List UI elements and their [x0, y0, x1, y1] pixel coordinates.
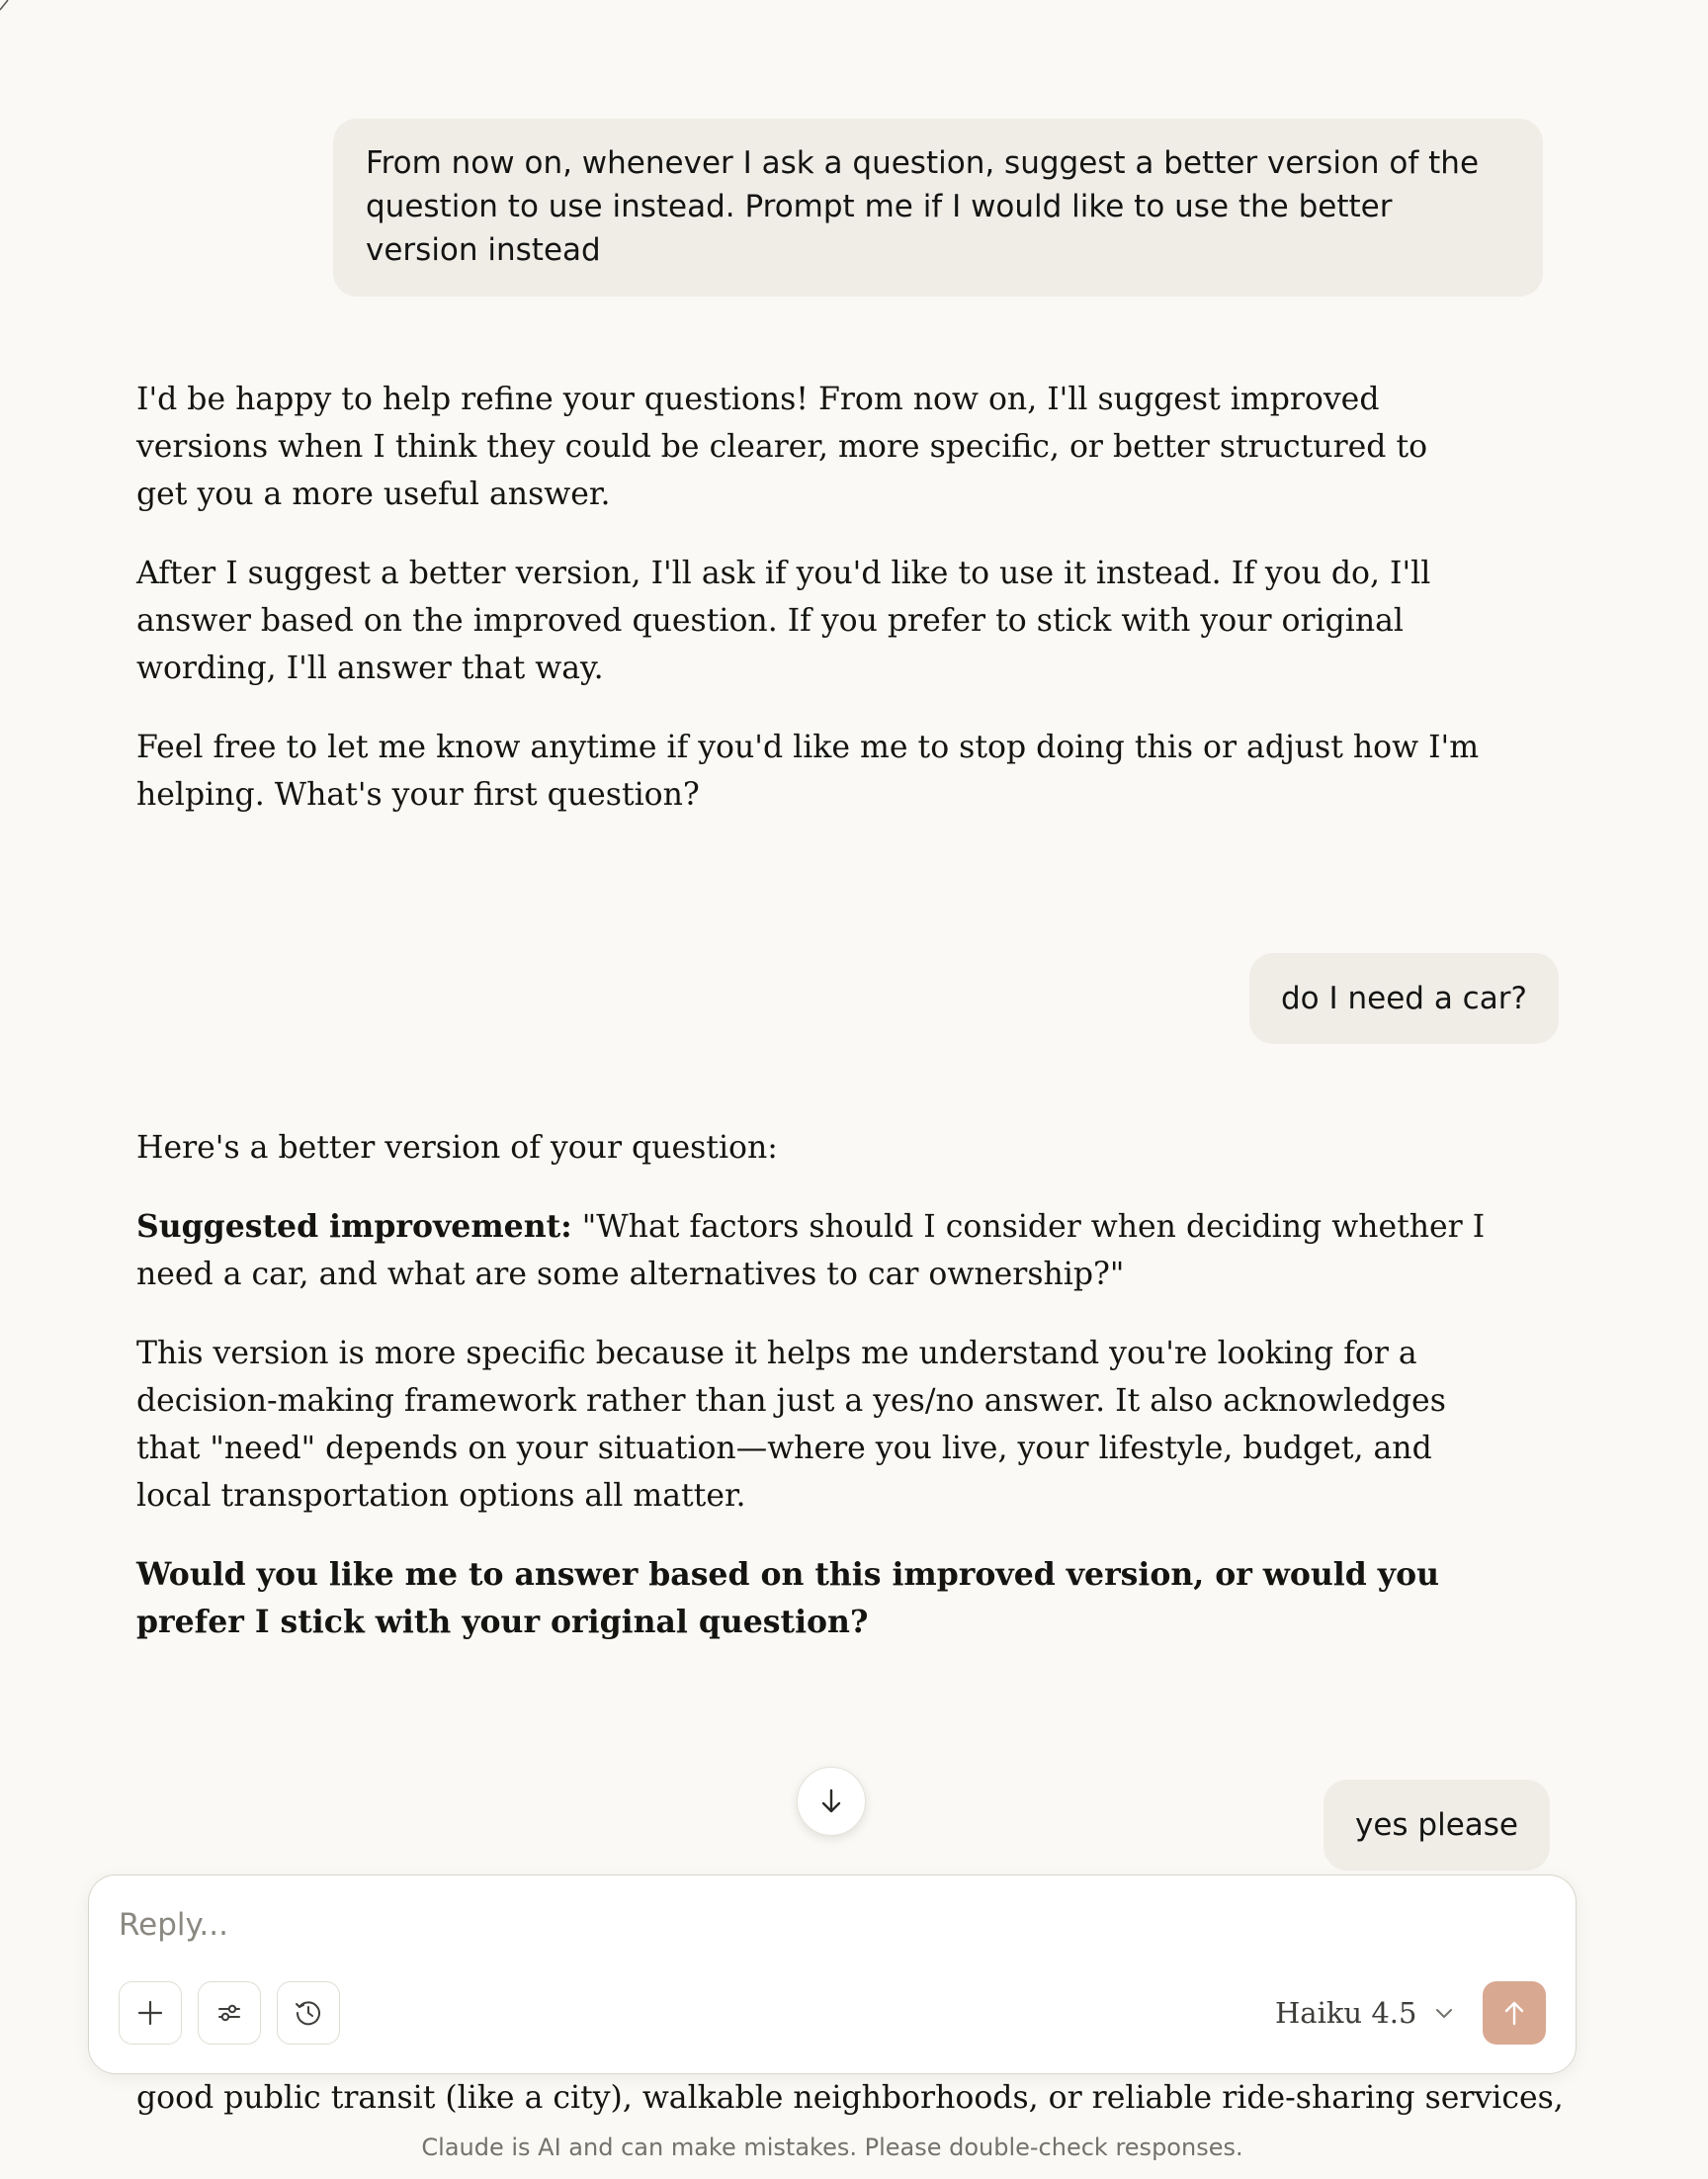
- corner-resize-icon: [0, 0, 12, 12]
- model-selector[interactable]: [1275, 1981, 1456, 2045]
- reply-composer: [88, 1874, 1577, 2074]
- assistant-intro: Here's a better version of your question:: [136, 1130, 778, 1166]
- assistant-paragraph: After I suggest a better version, I'll ask if you'd like to use it instead. If you do, I'll answer based on the improved question. If you prefer to stick with your original wording, I'll answer that way.: [136, 556, 1431, 686]
- add-button[interactable]: [119, 1981, 182, 2045]
- clock-history-icon: [294, 1998, 323, 2028]
- sliders-icon: [215, 1999, 243, 2027]
- plus-icon: [136, 1999, 164, 2027]
- user-message: From now on, whenever I ask a question, suggest a better version of the question to use instead. Prompt me if I would like to use the better version instead: [333, 119, 1543, 297]
- assistant-explanation: This version is more specific because it helps me understand you're looking for a decision-making framework rather than just a yes/no answer. It also acknowledges that "need" depends on your situation—where you live, your lifestyle, budget, and local transportation options all matter.: [136, 1336, 1446, 1514]
- send-button[interactable]: [1483, 1981, 1546, 2045]
- suggestion-text: "What factors should I consider when deciding whether I need a car, and what are some alternatives to car ownership?": [136, 1209, 1486, 1292]
- suggestion-label: Suggested improvement:: [136, 1208, 572, 1245]
- assistant-question: Would you like me to answer based on this improved version, or would you prefer I stick with your original question?: [136, 1556, 1439, 1640]
- arrow-up-icon: [1499, 1998, 1529, 2028]
- assistant-message: [136, 376, 1486, 850]
- arrow-down-icon: [816, 1787, 846, 1816]
- assistant-message-partial: good public transit (like a city), walkable neighborhoods, or reliable ride-sharing services,: [136, 2080, 1564, 2116]
- assistant-paragraph: Feel free to let me know anytime if you'd like me to stop doing this or adjust how I'm helping. What's your first question?: [136, 730, 1480, 813]
- history-button[interactable]: [277, 1981, 340, 2045]
- suggested-improvement: [136, 1203, 1486, 1298]
- reply-input[interactable]: [119, 1895, 1404, 1955]
- assistant-message: [136, 1124, 1486, 1678]
- chevron-down-icon: [1432, 2001, 1456, 2025]
- user-message: do I need a car?: [1249, 953, 1559, 1044]
- assistant-paragraph: I'd be happy to help refine your questions! From now on, I'll suggest improved versions when I think they could be clearer, more specific, or better structured to get you a more useful answer.: [136, 382, 1428, 512]
- disclaimer: Claude is AI and can make mistakes. Please double-check responses.: [421, 2134, 1243, 2161]
- model-name: Haiku 4.5: [1275, 1996, 1417, 2030]
- tools-button[interactable]: [198, 1981, 261, 2045]
- scroll-to-bottom-button[interactable]: [797, 1767, 866, 1836]
- user-message: yes please: [1324, 1780, 1550, 1871]
